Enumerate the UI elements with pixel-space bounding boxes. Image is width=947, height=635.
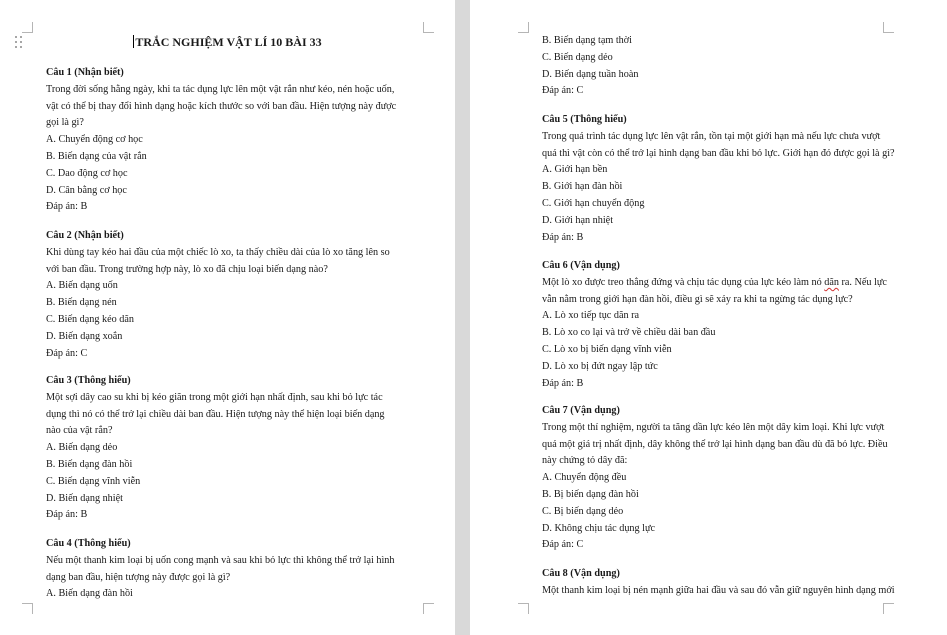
- question-7: [542, 403, 897, 554]
- option-d: D. Biến dạng xoắn: [46, 330, 123, 342]
- question-stem: Trong đời sống hằng ngày, khi ta tác dụng lực lên một vật rắn như kéo, nén hoặc uốn, vật có thể bị thay đổi hình dạng hoặc kích thước so với ban đầu. Hiện tượng này được gọi là gì?: [46, 83, 397, 129]
- option-c: C. Bị biến dạng dẻo: [542, 505, 624, 517]
- answer: Đáp án: C: [542, 539, 584, 551]
- answer: Đáp án: B: [46, 509, 88, 521]
- question-heading: Câu 8 (Vận dụng): [542, 568, 620, 579]
- crop-mark: [883, 22, 894, 33]
- option-b: B. Giới hạn đàn hồi: [542, 181, 623, 193]
- document-page-2[interactable]: [470, 0, 947, 635]
- option-b: B. Biến dạng đàn hồi: [46, 458, 133, 470]
- option-d: D. Lò xo bị đứt ngay lập tức: [542, 360, 658, 372]
- crop-mark: [22, 22, 33, 33]
- question-stem: Một lò xo được treo thẳng đứng và chịu tác dụng của lực kéo làm nó dãn ra. Nếu lực vẫn nằm trong giới hạn đàn hồi, điều gì sẽ xảy ra khi ta ngừng tác dụng lực?: [542, 276, 887, 305]
- crop-mark: [883, 603, 894, 614]
- question-3: [46, 373, 391, 524]
- option-c: C. Biến dạng dẻo: [542, 51, 613, 63]
- answer: Đáp án: C: [46, 347, 88, 359]
- answer: Đáp án: B: [542, 231, 584, 243]
- crop-mark: [518, 22, 529, 33]
- question-2: [46, 228, 391, 362]
- option-c: C. Dao động cơ học: [46, 167, 128, 179]
- option-b: B. Biến dạng của vật rắn: [46, 150, 147, 162]
- spellcheck-underline[interactable]: dãn: [824, 276, 839, 288]
- crop-mark: [423, 603, 434, 614]
- option-b: B. Lò xo co lại và trở về chiều dài ban đầu: [542, 327, 716, 339]
- answer: Đáp án: B: [542, 377, 584, 389]
- option-a: A. Chuyển động đều: [542, 472, 627, 484]
- option-c: C. Biến dạng kéo dãn: [46, 313, 134, 325]
- question-heading: Câu 4 (Thông hiểu): [46, 538, 131, 549]
- question-heading: Câu 1 (Nhận biết): [46, 67, 124, 78]
- question-heading: Câu 5 (Thông hiểu): [542, 114, 627, 125]
- option-b: B. Biến dạng tạm thời: [542, 35, 632, 46]
- question-stem: Nếu một thanh kim loại bị uốn cong mạnh và sau khi bỏ lực thì không thể trở lại hình dạng ban đầu, hiện tượng này được gọi là gì?: [46, 554, 395, 583]
- option-d: D. Cân bằng cơ học: [46, 184, 127, 196]
- document-title[interactable]: TRẮC NGHIỆM VẬT LÍ 10 BÀI 33: [135, 35, 322, 49]
- question-heading: Câu 7 (Vận dụng): [542, 405, 620, 416]
- option-a: A. Chuyển động cơ học: [46, 134, 143, 146]
- option-d: D. Giới hạn nhiệt: [542, 214, 614, 226]
- question-stem: Trong một thí nghiệm, người ta tăng dần lực kéo lên một dây kim loại. Khi lực vượt quá một giá trị nhất định, dây không thể trở lại hình dạng ban đầu dù đã bỏ lực. Điều này chứng tỏ dây đã:: [542, 421, 888, 467]
- question-stem: Khi dùng tay kéo hai đầu của một chiếc lò xo, ta thấy chiều dài của lò xo tăng lên so với ban đầu. Trong trường hợp này, lò xo đã chịu loại biến dạng nào?: [46, 246, 390, 275]
- option-d: D. Biến dạng tuần hoàn: [542, 68, 639, 80]
- question-heading: Câu 6 (Vận dụng): [542, 260, 620, 271]
- option-d: D. Không chịu tác dụng lực: [542, 522, 656, 534]
- option-a: A. Giới hạn bền: [542, 164, 608, 176]
- option-c: C. Biến dạng vĩnh viễn: [46, 475, 141, 487]
- option-c: C. Giới hạn chuyển động: [542, 197, 645, 209]
- question-8: [542, 566, 897, 600]
- option-a: A. Biến dạng đàn hồi: [46, 588, 133, 600]
- crop-mark: [22, 603, 33, 614]
- option-a: A. Biến dạng uốn: [46, 280, 118, 292]
- question-4-continued: [542, 33, 897, 100]
- option-a: A. Biến dạng dẻo: [46, 442, 118, 454]
- option-a: A. Lò xo tiếp tục dãn ra: [542, 310, 640, 322]
- page-gutter: [455, 0, 470, 635]
- crop-mark: [518, 603, 529, 614]
- answer: Đáp án: C: [542, 85, 584, 97]
- document-page-1[interactable]: [0, 0, 455, 635]
- crop-mark: [423, 22, 434, 33]
- option-c: C. Lò xo bị biến dạng vĩnh viễn: [542, 343, 672, 355]
- option-b: B. Bị biến dạng đàn hồi: [542, 488, 639, 500]
- question-stem: Một sợi dây cao su khi bị kéo giãn trong một giới hạn nhất định, sau khi bỏ lực tác dụng thì nó có thể trở lại chiều dài ban đầu. Hiện tượng này thể hiện loại biến dạng nào của vật rắn?: [46, 391, 385, 437]
- question-stem: Trong quá trình tác dụng lực lên vật rắn, tồn tại một giới hạn mà nếu lực chưa vượt quá thì vật còn có thể trở lại hình dạng ban đầu khi bỏ lực. Giới hạn đó được gọi là gì?: [542, 130, 895, 159]
- question-5: [542, 112, 897, 246]
- option-d: D. Biến dạng nhiệt: [46, 492, 123, 504]
- question-heading: Câu 2 (Nhận biết): [46, 230, 124, 241]
- question-6: [542, 258, 897, 392]
- question-4: [46, 536, 395, 603]
- question-stem: Một thanh kim loại bị nén mạnh giữa hai đầu và sau đó vẫn giữ nguyên hình dạng mới: [542, 584, 895, 596]
- answer: Đáp án: B: [46, 201, 88, 213]
- question-1: [46, 65, 397, 216]
- option-b: B. Biến dạng nén: [46, 297, 117, 309]
- question-heading: Câu 3 (Thông hiểu): [46, 375, 131, 386]
